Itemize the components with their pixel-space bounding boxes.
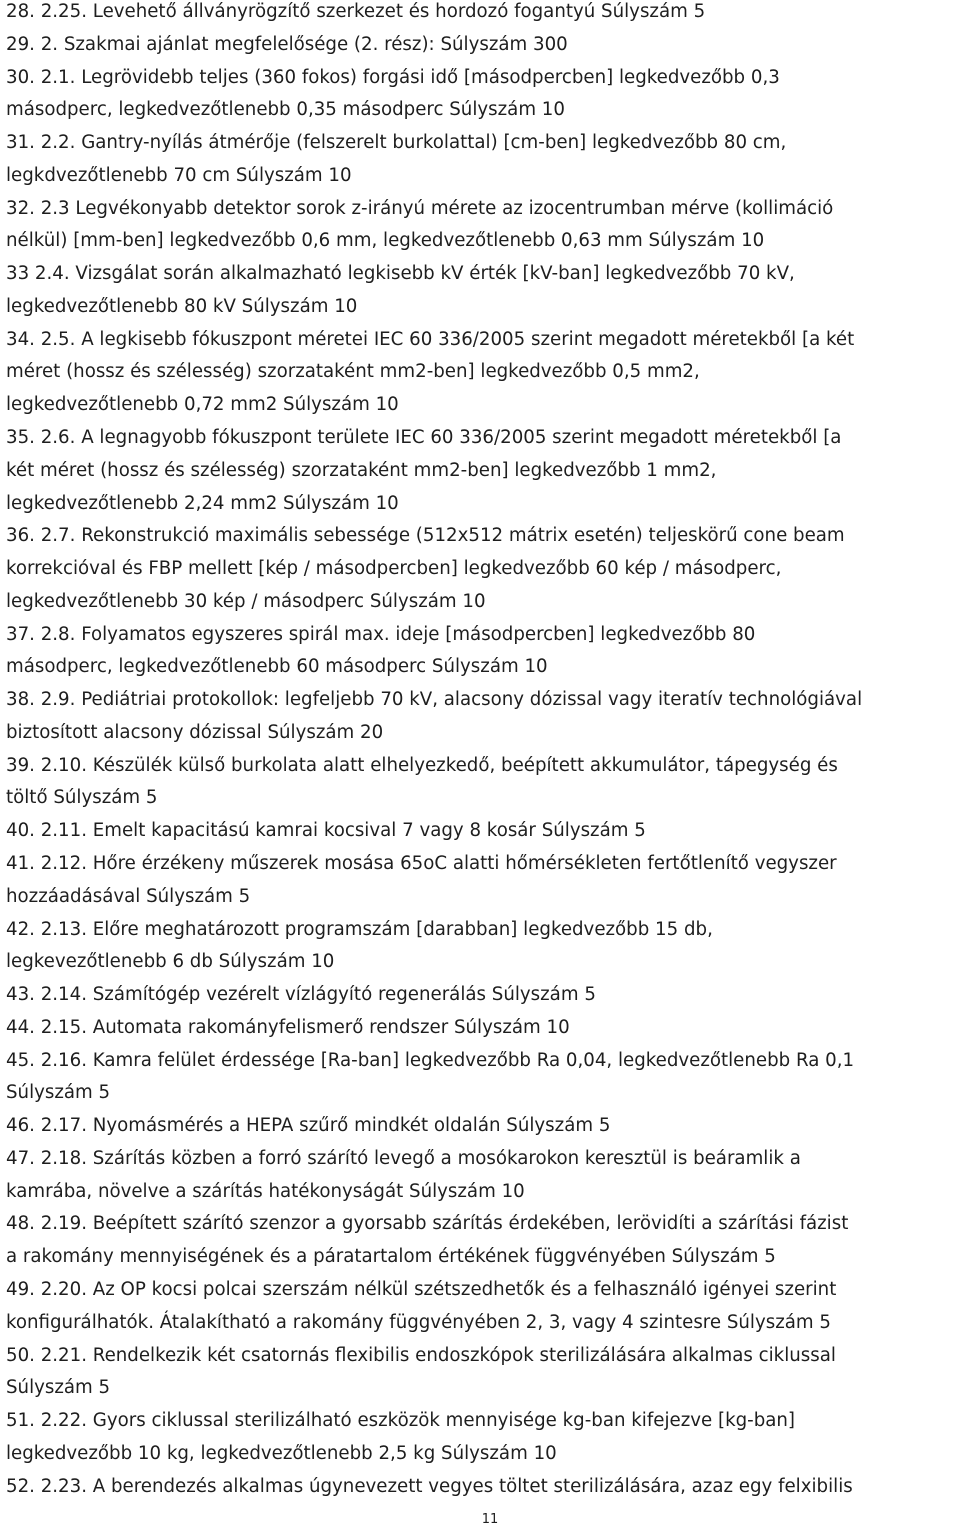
- text-line: másodperc, legkedvezőtlenebb 0,35 másodperc Súlyszám 10: [6, 99, 565, 121]
- text-line: nélkül) [mm-ben] legkedvezőbb 0,6 mm, legkedvezőtlenebb 0,63 mm Súlyszám 10: [6, 230, 765, 252]
- text-line: 31. 2.2. Gantry-nyílás átmérője (felszerelt burkolattal) [cm-ben] legkedvezőbb 80 cm,: [6, 132, 787, 154]
- text-line: 41. 2.12. Hőre érzékeny műszerek mosása 65oC alatti hőmérsékleten fertőtlenítő vegyszer: [6, 853, 837, 875]
- text-line: másodperc, legkedvezőtlenebb 60 másodperc Súlyszám 10: [6, 656, 548, 678]
- text-line: 48. 2.19. Beépített szárító szenzor a gyorsabb szárítás érdekében, lerövidíti a szárítási fázist: [6, 1213, 849, 1235]
- text-line: 33 2.4. Vizsgálat során alkalmazható legkisebb kV érték [kV-ban] legkedvezőbb 70 kV,: [6, 263, 795, 285]
- text-line: 32. 2.3 Legvékonyabb detektor sorok z-irányú mérete az izocentrumban mérve (kollimáció: [6, 197, 834, 219]
- text-line: 37. 2.8. Folyamatos egyszeres spirál max. ideje [másodpercben] legkedvezőbb 80: [6, 623, 756, 645]
- text-line: két méret (hossz és szélesség) szorzataként mm2-ben] legkedvezőbb 1 mm2,: [6, 459, 717, 481]
- text-line: 38. 2.9. Pediátriai protokollok: legfeljebb 70 kV, alacsony dózissal vagy iteratív technológiával: [6, 689, 863, 711]
- text-line: 47. 2.18. Szárítás közben a forró szárító levegő a mosókarokon keresztül is beáramlik a: [6, 1147, 801, 1169]
- text-line: 29. 2. Szakmai ajánlat megfelelősége (2. rész): Súlyszám 300: [6, 33, 568, 55]
- text-line: a rakomány mennyiségének és a páratartalom értékének függvényében Súlyszám 5: [6, 1246, 776, 1268]
- text-line: konfigurálhatók. Átalakítható a rakomány függvényében 2, 3, vagy 4 szintesre Súlyszám 5: [6, 1311, 831, 1333]
- text-line: legkedvezőtlenebb 80 kV Súlyszám 10: [6, 295, 358, 317]
- text-line: 42. 2.13. Előre meghatározott programszám [darabban] legkedvezőbb 15 db,: [6, 918, 713, 940]
- text-line: 46. 2.17. Nyomásmérés a HEPA szűrő mindkét oldalán Súlyszám 5: [6, 1115, 611, 1137]
- text-line: korrekcióval és FBP mellett [kép / másodpercben] legkedvezőbb 60 kép / másodperc,: [6, 558, 782, 580]
- text-line: kamrába, növelve a szárítás hatékonyságát Súlyszám 10: [6, 1180, 525, 1202]
- text-line: 49. 2.20. Az OP kocsi polcai szerszám nélkül szétszedhetők és a felhasználó igényei szerint: [6, 1279, 837, 1301]
- text-line: legkevezőtlenebb 6 db Súlyszám 10: [6, 951, 335, 973]
- text-line: legkedvezőbb 10 kg, legkedvezőtlenebb 2,5 kg Súlyszám 10: [6, 1442, 557, 1464]
- text-line: 45. 2.16. Kamra felület érdessége [Ra-ban] legkedvezőbb Ra 0,04, legkedvezőtlenebb Ra 0,1: [6, 1049, 855, 1071]
- text-line: 43. 2.14. Számítógép vezérelt vízlágyító regenerálás Súlyszám 5: [6, 984, 596, 1006]
- text-line: hozzáadásával Súlyszám 5: [6, 885, 251, 907]
- page-number: 11: [481, 1512, 499, 1527]
- text-line: 34. 2.5. A legkisebb fókuszpont méretei IEC 60 336/2005 szerint megadott méretekből [a két: [6, 328, 855, 350]
- text-line: töltő Súlyszám 5: [6, 787, 158, 809]
- text-line: Súlyszám 5: [6, 1082, 111, 1104]
- text-line: legkedvezőtlenebb 30 kép / másodperc Súlyszám 10: [6, 590, 486, 612]
- text-line: 44. 2.15. Automata rakományfelismerő rendszer Súlyszám 10: [6, 1016, 570, 1038]
- text-line: 52. 2.23. A berendezés alkalmas úgynevezett vegyes töltet sterilizálására, azaz egy felxibilis: [6, 1475, 853, 1497]
- text-line: biztosított alacsony dózissal Súlyszám 20: [6, 721, 384, 743]
- text-line: 28. 2.25. Levehető állványrögzítő szerkezet és hordozó fogantyú Súlyszám 5: [6, 1, 706, 22]
- text-line: Súlyszám 5: [6, 1377, 111, 1399]
- text-line: legkedvezőtlenebb 2,24 mm2 Súlyszám 10: [6, 492, 399, 514]
- text-line: legkdvezőtlenebb 70 cm Súlyszám 10: [6, 164, 352, 186]
- text-line: 40. 2.11. Emelt kapacitású kamrai kocsival 7 vagy 8 kosár Súlyszám 5: [6, 820, 646, 842]
- text-line: 50. 2.21. Rendelkezik két csatornás flexibilis endoszkópok sterilizálására alkalmas ciklussal: [6, 1344, 836, 1366]
- text-line: 35. 2.6. A legnagyobb fókuszpont területe IEC 60 336/2005 szerint megadott méretekből [a: [6, 427, 842, 448]
- text-line: 36. 2.7. Rekonstrukció maximális sebessége (512x512 mátrix esetén) teljeskörű cone beam: [6, 525, 845, 547]
- text-line: méret (hossz és szélesség) szorzataként mm2-ben] legkedvezőbb 0,5 mm2,: [6, 361, 700, 383]
- text-line: 30. 2.1. Legrövidebb teljes (360 fokos) forgási idő [másodpercben] legkedvezőbb 0,3: [6, 66, 780, 88]
- text-line: 51. 2.22. Gyors ciklussal sterilizálható eszközök mennyisége kg-ban kifejezve [kg-ban]: [6, 1410, 796, 1432]
- text-line: 39. 2.10. Készülék külső burkolata alatt elhelyezkedő, beépített akkumulátor, tápegység és: [6, 754, 838, 776]
- text-line: legkedvezőtlenebb 0,72 mm2 Súlyszám 10: [6, 394, 399, 416]
